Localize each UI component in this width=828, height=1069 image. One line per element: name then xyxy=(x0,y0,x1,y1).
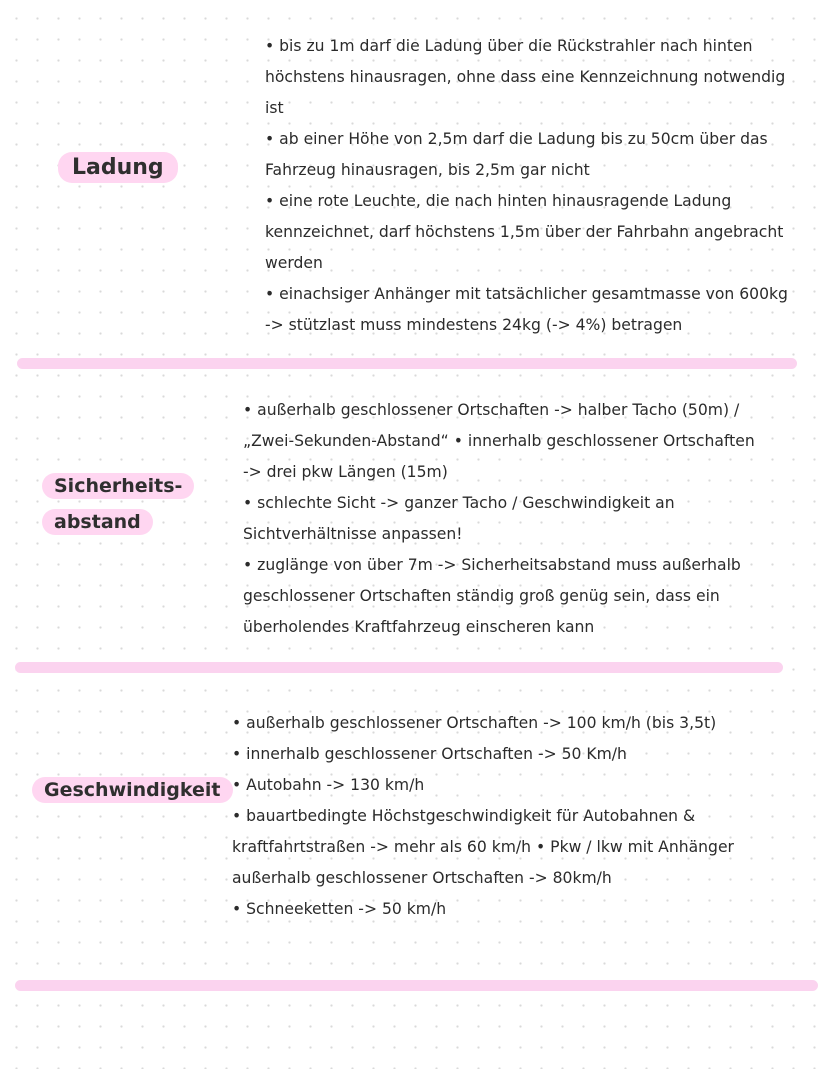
section-divider xyxy=(15,980,818,991)
title-highlight: Geschwindigkeit xyxy=(32,777,233,803)
text-line: • innerhalb geschlossener Ortschaften -> 50 Km/h xyxy=(232,745,627,763)
text-line: Sichtverhältnisse anpassen! xyxy=(243,525,463,543)
text-line: höchstens hinausragen, ohne dass eine Kennzeichnung notwendig xyxy=(265,68,786,86)
text-line: • außerhalb geschlossener Ortschaften -> halber Tacho (50m) / xyxy=(243,401,740,419)
text-line: • zuglänge von über 7m -> Sicherheitsabstand muss außerhalb xyxy=(243,556,741,574)
section-body-ladung xyxy=(265,31,788,341)
title-highlight: Sicherheits- xyxy=(42,473,194,499)
section-ladung xyxy=(0,0,828,360)
section-body-geschwindigkeit xyxy=(232,708,734,925)
section-divider xyxy=(17,358,797,369)
section-geschwindigkeit xyxy=(0,675,828,985)
title-highlight: Ladung xyxy=(58,152,178,183)
section-title-sicherheitsabstand xyxy=(42,468,194,540)
section-body-sicherheitsabstand xyxy=(243,395,755,643)
text-line: • bis zu 1m darf die Ladung über die Rückstrahler nach hinten xyxy=(265,37,753,55)
text-line: werden xyxy=(265,254,323,272)
text-line: • ab einer Höhe von 2,5m darf die Ladung bis zu 50cm über das xyxy=(265,130,768,148)
section-divider xyxy=(15,662,783,673)
text-line: -> stützlast muss mindestens 24kg (-> 4%) betragen xyxy=(265,316,683,334)
section-title-geschwindigkeit xyxy=(32,778,233,802)
text-line: • außerhalb geschlossener Ortschaften -> 100 km/h (bis 3,5t) xyxy=(232,714,717,732)
text-line: außerhalb geschlossener Ortschaften -> 80km/h xyxy=(232,869,612,887)
text-line: geschlossener Ortschaften ständig groß genüg sein, dass ein xyxy=(243,587,720,605)
text-line: „Zwei-Sekunden-Abstand“ • innerhalb geschlossener Ortschaften xyxy=(243,432,755,450)
text-line: • eine rote Leuchte, die nach hinten hinausragende Ladung xyxy=(265,192,732,210)
section-sicherheitsabstand xyxy=(0,370,828,660)
text-line: überholendes Kraftfahrzeug einscheren kann xyxy=(243,618,595,636)
text-line: kraftfahrtstraßen -> mehr als 60 km/h • Pkw / lkw mit Anhänger xyxy=(232,838,734,856)
text-line: • Schneeketten -> 50 km/h xyxy=(232,900,447,918)
text-line: • einachsiger Anhänger mit tatsächlicher gesamtmasse von 600kg xyxy=(265,285,788,303)
title-highlight: abstand xyxy=(42,509,153,535)
text-line: ist xyxy=(265,99,284,117)
text-line: kennzeichnet, darf höchstens 1,5m über der Fahrbahn angebracht xyxy=(265,223,784,241)
text-line: Fahrzeug hinausragen, bis 2,5m gar nicht xyxy=(265,161,590,179)
section-title-ladung xyxy=(58,156,178,180)
text-line: • schlechte Sicht -> ganzer Tacho / Geschwindigkeit an xyxy=(243,494,675,512)
text-line: • Autobahn -> 130 km/h xyxy=(232,776,425,794)
text-line: • bauartbedingte Höchstgeschwindigkeit für Autobahnen & xyxy=(232,807,696,825)
text-line: -> drei pkw Längen (15m) xyxy=(243,463,448,481)
